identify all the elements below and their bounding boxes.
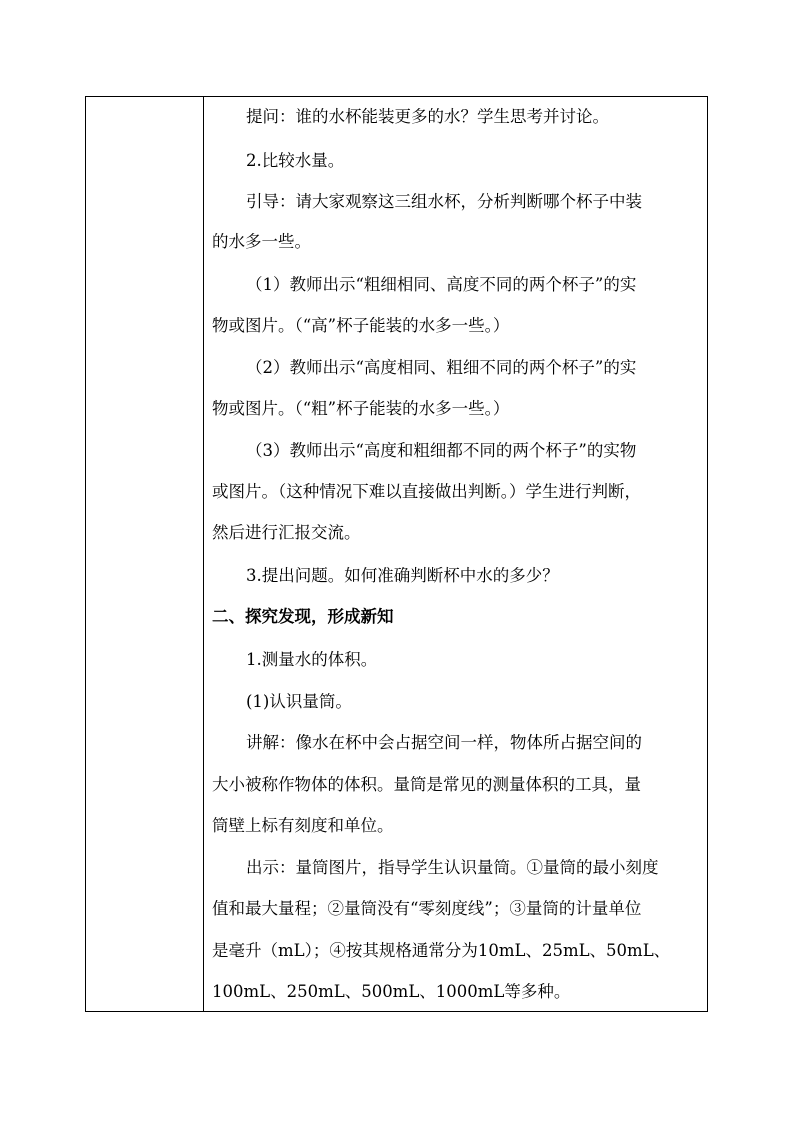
text-line: 的水多一些。 bbox=[212, 232, 311, 251]
section-heading: 二、探究发现，形成新知 bbox=[212, 607, 394, 626]
text-line: （1）教师出示“粗细相同、高度不同的两个杯子”的实 bbox=[246, 275, 637, 294]
text-line: 物或图片。（“粗”杯子能装的水多一些。） bbox=[212, 399, 510, 418]
text-line: 讲解：像水在杯中会占据空间一样，物体所占据空间的 bbox=[246, 733, 642, 752]
text-line: 然后进行汇报交流。 bbox=[212, 523, 361, 542]
text-line: 3.提出问题。如何准确判断杯中水的多少？ bbox=[246, 566, 559, 585]
text-line: 或图片。（这种情况下难以直接做出判断。）学生进行判断， bbox=[212, 482, 641, 501]
text-line: 1.测量水的体积。 bbox=[246, 650, 378, 669]
text-line: 是毫升（mL）；④按其规格通常分为10mL、25mL、50mL、 bbox=[212, 941, 671, 960]
text-line: 引导：请大家观察这三组水杯，分析判断哪个杯子中装 bbox=[246, 192, 642, 211]
text-line: 值和最大量程；②量筒没有“零刻度线”；③量筒的计量单位 bbox=[212, 899, 642, 918]
text-line: （3）教师出示“高度和粗细都不同的两个杯子”的实物 bbox=[246, 441, 637, 460]
text-line: 大小被称作物体的体积。量筒是常见的测量体积的工具，量 bbox=[212, 775, 641, 794]
text-line: 提问：谁的水杯能装更多的水？学生思考并讨论。 bbox=[246, 107, 609, 126]
text-line: 出示：量筒图片，指导学生认识量筒。①量筒的最小刻度 bbox=[246, 858, 659, 877]
text-line: （2）教师出示“高度相同、粗细不同的两个杯子”的实 bbox=[246, 358, 637, 377]
column-divider bbox=[203, 97, 204, 1011]
text-line: 100mL、250mL、500mL、1000mL等多种。 bbox=[212, 982, 571, 1001]
text-line: 物或图片。（“高”杯子能装的水多一些。） bbox=[212, 316, 510, 335]
text-line: 2.比较水量。 bbox=[246, 151, 345, 170]
text-line: 筒壁上标有刻度和单位。 bbox=[212, 816, 394, 835]
text-line: (1)认识量筒。 bbox=[246, 692, 352, 711]
